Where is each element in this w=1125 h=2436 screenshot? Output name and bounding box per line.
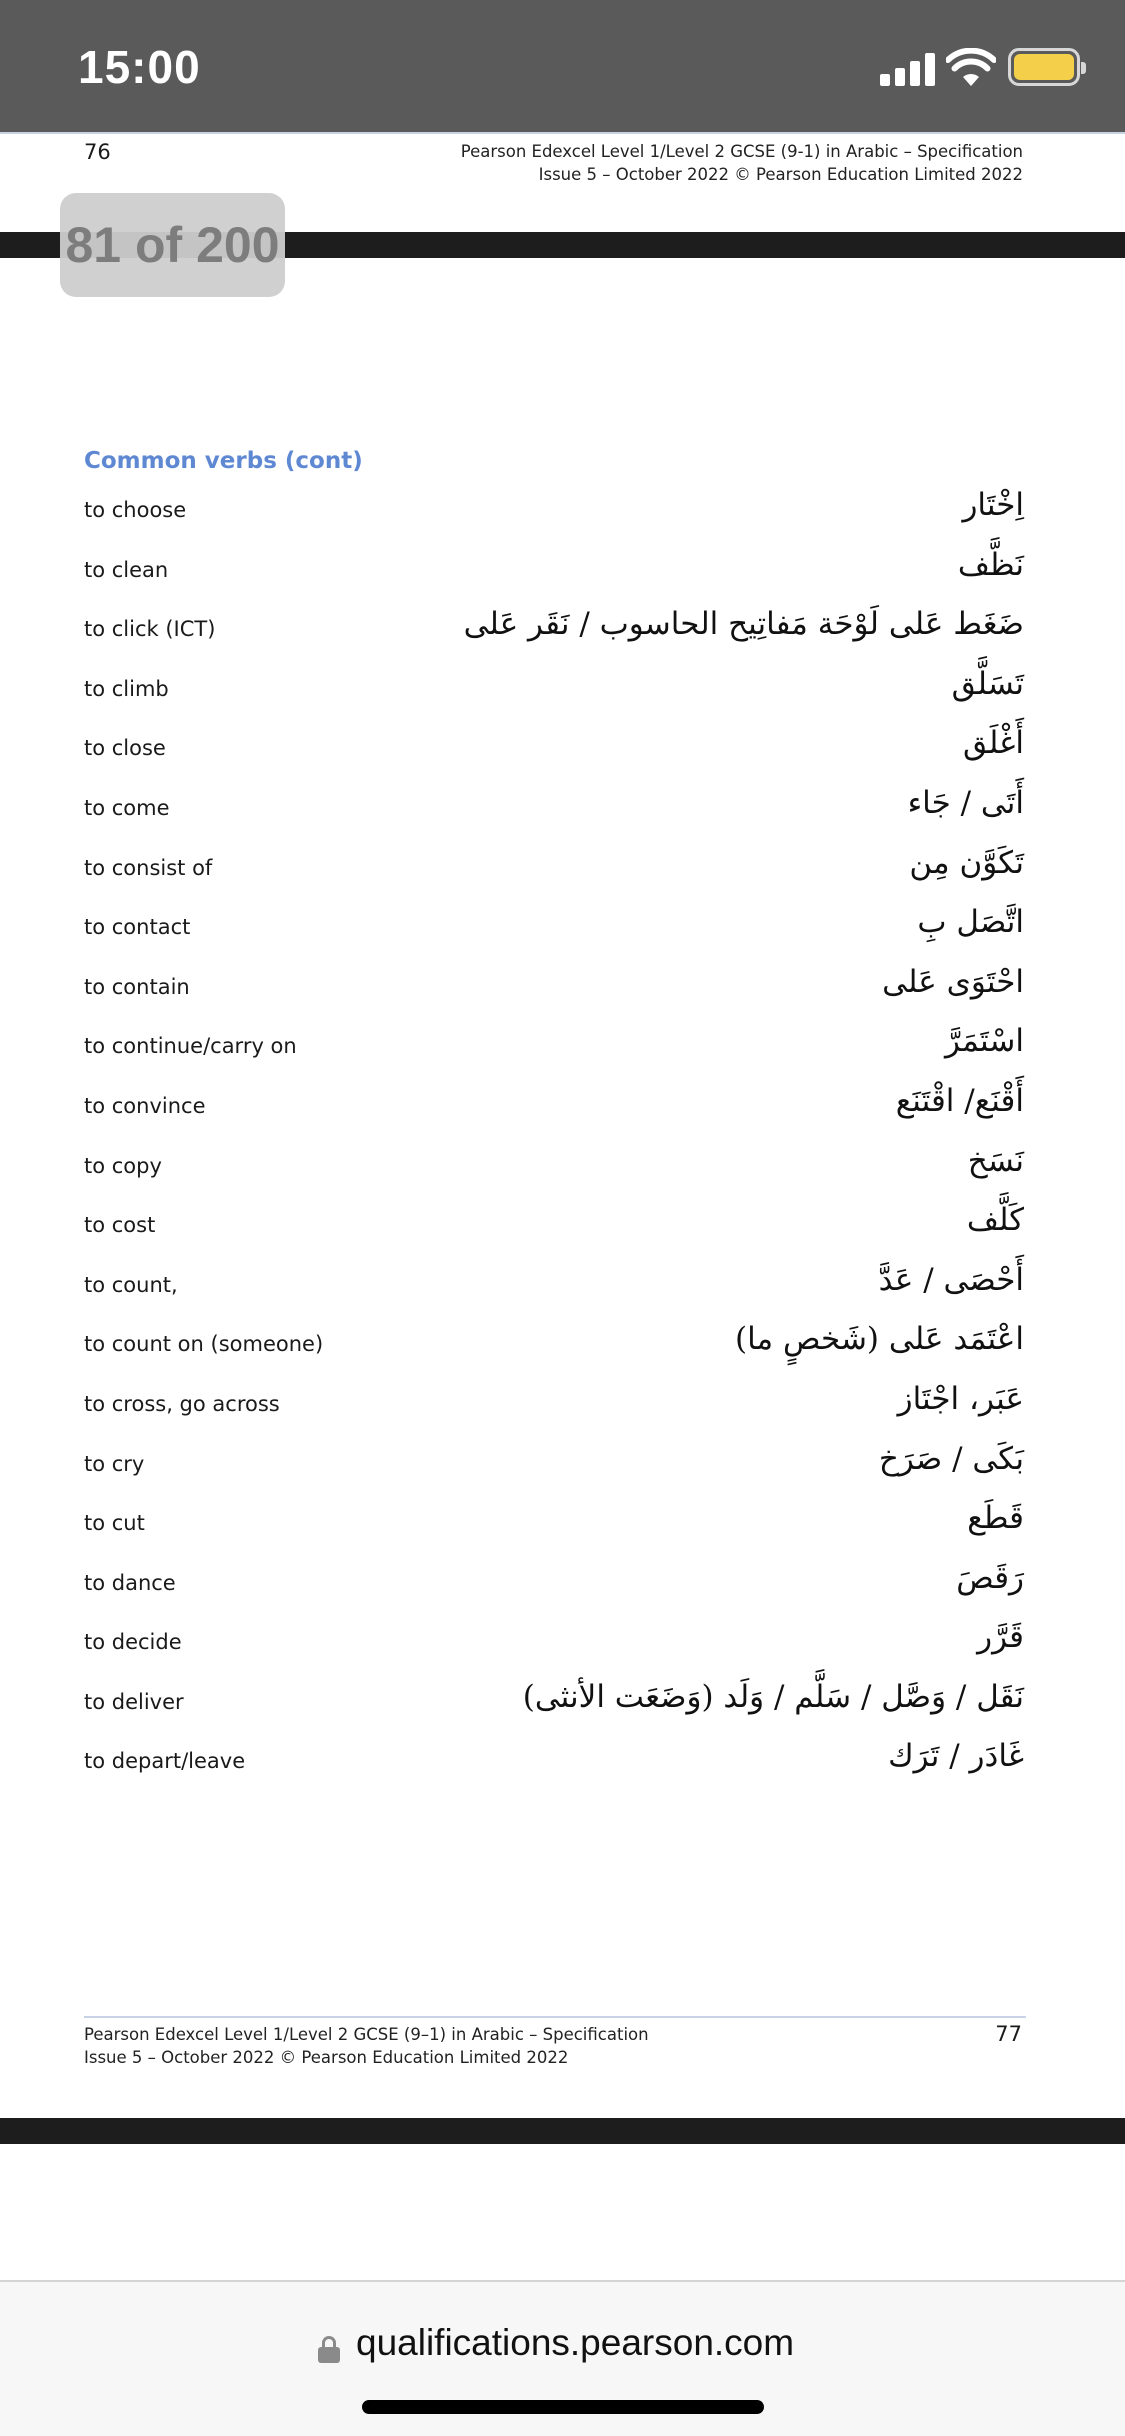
english-term: to deliver: [84, 1689, 184, 1714]
home-indicator[interactable]: [362, 2400, 764, 2414]
vocab-row: [84, 1076, 1024, 1136]
vocab-row: [84, 480, 1024, 540]
arabic-term: نَقَل / وَصَّل / سَلَّم / وَلَد (وَضَعَت الأنثى): [522, 1678, 1024, 1715]
previous-page-number: 76: [84, 140, 111, 164]
vocab-row: [84, 957, 1024, 1017]
english-term: to contain: [84, 974, 190, 999]
previous-header-line1: Pearson Edexcel Level 1/Level 2 GCSE (9-1) in Arabic – Specification: [460, 142, 1023, 161]
arabic-term: رَقَصَ: [956, 1559, 1024, 1596]
arabic-term: نَسَخ: [967, 1142, 1024, 1179]
vocab-row: [84, 1195, 1024, 1255]
wifi-icon: [946, 48, 996, 88]
page-separator-bottom: [0, 2118, 1125, 2144]
english-term: to close: [84, 736, 166, 761]
status-bar: [0, 0, 1125, 132]
url-text[interactable]: qualifications.pearson.com: [356, 2322, 795, 2363]
vocab-row: [84, 540, 1024, 600]
english-term: to contact: [84, 915, 191, 940]
english-term: to cross, go across: [84, 1391, 280, 1416]
english-term: to cut: [84, 1511, 145, 1536]
english-term: to cost: [84, 1213, 156, 1238]
arabic-term: كَلَّف: [966, 1202, 1024, 1239]
footer-text: [84, 2023, 649, 2069]
vocab-row: [84, 1672, 1024, 1732]
arabic-term: ضَغَط عَلى لَوْحَة مَفاتِيح الحاسوب / نَقَر عَلى: [463, 606, 1024, 643]
arabic-term: اعْتَمَد عَلى (شَخصٍ ما): [734, 1321, 1024, 1358]
english-term: to dance: [84, 1570, 176, 1595]
english-term: to clean: [84, 557, 169, 582]
previous-header-line2: Issue 5 – October 2022 © Pearson Education Limited 2022: [538, 165, 1023, 184]
english-term: to consist of: [84, 855, 213, 880]
vocab-row: [84, 718, 1024, 778]
arabic-term: بَكَى / صَرَخ: [878, 1440, 1024, 1477]
footer-line2: Issue 5 – October 2022 © Pearson Education Limited 2022: [84, 2048, 569, 2067]
arabic-term: عَبَر، اجْتَاز: [897, 1380, 1024, 1417]
vocab-row: [84, 838, 1024, 898]
english-term: to cry: [84, 1451, 145, 1476]
section-title: Common verbs (cont): [84, 448, 363, 474]
vocab-row: [84, 778, 1024, 838]
arabic-term: أَقْنَع/ اقْتَنَع: [895, 1082, 1024, 1119]
lock-icon: [318, 2336, 340, 2362]
vocab-row: [84, 599, 1024, 659]
english-term: to continue/carry on: [84, 1034, 297, 1059]
vocab-list: [84, 480, 1024, 1791]
english-term: to climb: [84, 676, 169, 701]
previous-page-header: [461, 140, 1023, 186]
vocab-row: [84, 1255, 1024, 1315]
english-term: to convince: [84, 1093, 206, 1118]
arabic-term: أَتَى / جَاء: [907, 784, 1024, 821]
footer-line1: Pearson Edexcel Level 1/Level 2 GCSE (9–1) in Arabic – Specification: [84, 2025, 649, 2044]
arabic-term: نَظَّف: [957, 546, 1024, 583]
vocab-row: [84, 1434, 1024, 1494]
arabic-term: تَسَلَّق: [951, 665, 1024, 702]
arabic-term: أَحْصَى / عَدَّ: [878, 1261, 1024, 1298]
english-term: to depart/leave: [84, 1749, 246, 1774]
footer-page-number: 77: [995, 2022, 1022, 2046]
vocab-row: [84, 1136, 1024, 1196]
english-term: to decide: [84, 1630, 182, 1655]
vocab-row: [84, 1016, 1024, 1076]
english-term: to count on (someone): [84, 1332, 324, 1357]
english-term: to count,: [84, 1272, 178, 1297]
vocab-row: [84, 1612, 1024, 1672]
vocab-row: [84, 1493, 1024, 1553]
arabic-term: قَطَع: [967, 1500, 1024, 1537]
vocab-row: [84, 897, 1024, 957]
vocab-row: [84, 1314, 1024, 1374]
english-term: to click (ICT): [84, 617, 216, 642]
vocab-row: [84, 659, 1024, 719]
vocab-row: [84, 1731, 1024, 1791]
english-term: to come: [84, 795, 170, 820]
vocab-row: [84, 1553, 1024, 1613]
battery-icon: [1008, 48, 1080, 86]
status-time: 15:00: [78, 41, 201, 93]
page-footer: [84, 2016, 1026, 2067]
arabic-term: غَادَر / تَرَك: [888, 1738, 1024, 1775]
arabic-term: اِخْتَار: [962, 487, 1024, 523]
arabic-term: تَكَوَّن مِن: [909, 844, 1024, 881]
arabic-term: اتَّصَل بِ: [917, 904, 1024, 941]
page-counter-badge: 81 of 200: [60, 193, 285, 297]
arabic-term: أَغْلَق: [963, 725, 1024, 762]
arabic-term: اسْتَمَرَّ: [945, 1023, 1024, 1060]
cellular-signal-icon: [880, 52, 936, 86]
browser-address-bar[interactable]: [0, 2280, 1125, 2436]
arabic-term: احْتَوَى عَلى: [882, 963, 1024, 1000]
arabic-term: قَرَّر: [977, 1619, 1024, 1656]
english-term: to copy: [84, 1153, 162, 1178]
vocab-row: [84, 1374, 1024, 1434]
english-term: to choose: [84, 498, 187, 522]
